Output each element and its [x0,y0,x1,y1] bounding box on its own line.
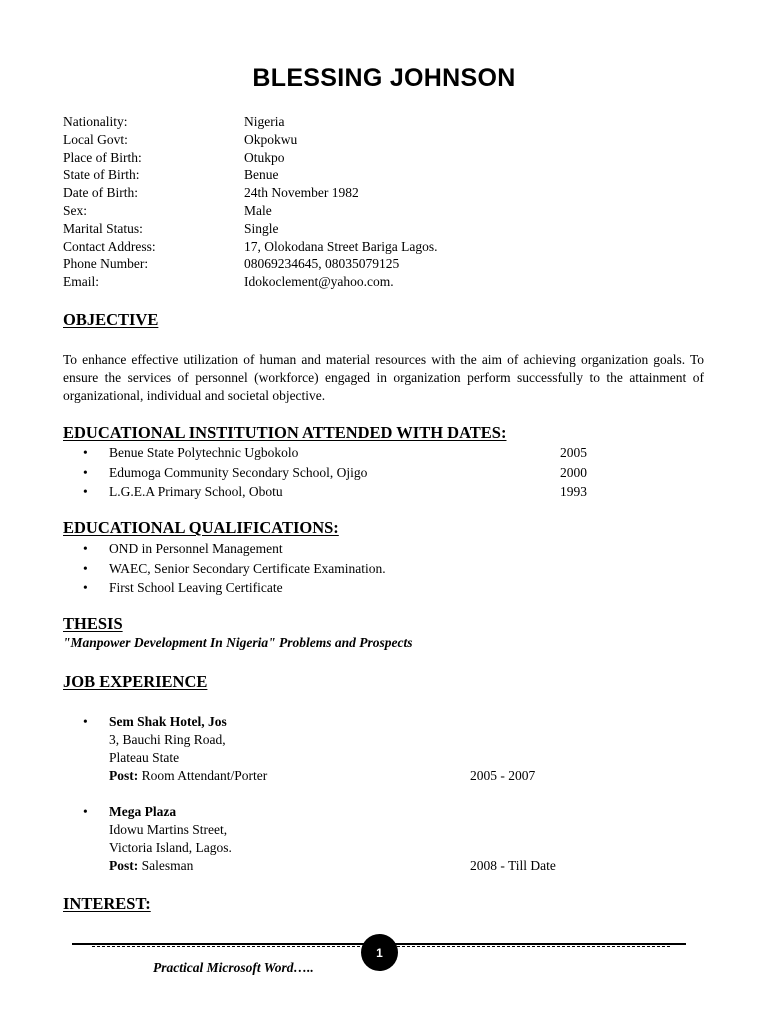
company-address: Victoria Island, Lagos. [109,839,232,855]
list-item [63,559,386,579]
education-list [63,443,587,502]
job-entry [63,713,709,785]
detail-row [63,166,437,184]
qualification: WAEC, Senior Secondary Certificate Examination. [109,560,386,576]
school-name: Edumoga Community Secondary School, Ojigo [109,464,368,480]
list-item [63,463,587,483]
bullet-icon: • [83,804,88,819]
thesis-heading: THESIS [63,614,123,633]
detail-value: Okpokwu [244,131,298,147]
detail-label: Marital Status: [63,220,143,236]
school-year: 2005 [560,445,587,460]
school-year: 1993 [560,484,587,499]
post-label: Post: [109,857,139,873]
detail-value: 17, Olokodana Street Bariga Lagos. [244,238,438,254]
post-line [109,857,709,875]
qualification: OND in Personnel Management [109,541,283,556]
post-line [109,767,709,785]
detail-row [63,273,437,291]
detail-label: Local Govt: [63,131,128,147]
company-name: Mega Plaza [109,804,177,819]
detail-label: Date of Birth: [63,185,138,201]
list-item [63,443,587,463]
interest-heading: INTEREST: [63,894,151,913]
candidate-name: BLESSING JOHNSON [252,64,516,92]
detail-row [63,113,437,131]
company-name: Sem Shak Hotel, Jos [109,714,227,729]
detail-value: Male [244,202,272,218]
footer-text: Practical Microsoft Word….. [153,960,314,975]
detail-label: Place of Birth: [63,149,142,165]
detail-value: Otukpo [244,149,285,165]
bullet-icon: • [83,484,88,499]
job-dates: 2008 - Till Date [470,857,556,873]
job-entry [63,803,709,875]
job-experience-heading: JOB EXPERIENCE [63,672,208,691]
detail-row [63,238,437,256]
list-item [63,482,587,502]
post-label: Post: [109,767,139,783]
page-number: 1 [376,945,383,960]
detail-label: State of Birth: [63,167,140,183]
school-name: Benue State Polytechnic Ugbokolo [109,445,299,460]
thesis-title: "Manpower Development In Nigeria" Problems and Prospects [63,635,413,650]
objective-heading: OBJECTIVE [63,310,159,329]
bullet-icon: • [83,560,88,576]
page-number-badge [361,934,398,971]
detail-label: Phone Number: [63,256,149,272]
detail-row [63,131,437,149]
company-address: 3, Bauchi Ring Road, [109,731,226,747]
detail-row [63,202,437,220]
personal-details [63,113,437,291]
list-item [63,578,386,598]
qualifications-heading: EDUCATIONAL QUALIFICATIONS: [63,518,339,537]
detail-row [63,220,437,238]
school-year: 2000 [560,464,587,480]
bullet-icon: • [83,541,88,556]
school-name: L.G.E.A Primary School, Obotu [109,484,283,499]
detail-value: 08069234645, 08035079125 [244,256,400,272]
company-address: Plateau State [109,749,180,765]
detail-label: Sex: [63,202,88,218]
objective-text: To enhance effective utilization of human and material resources with the aim of achieving organization goals. To ensure the services of personnel (workforce) engaged in organization perform successfully to the attainment of organizational, individual and societal objective. [63,352,704,403]
detail-row [63,149,437,167]
detail-row [63,255,437,273]
detail-row [63,184,437,202]
detail-value: 24th November 1982 [244,185,359,201]
email-value[interactable]: Idokoclement@yahoo.com. [244,274,394,290]
detail-label: Nationality: [63,114,128,129]
job-dates: 2005 - 2007 [470,767,536,783]
detail-value: Nigeria [244,114,285,129]
bullet-icon: • [83,580,88,595]
bullet-icon: • [83,714,88,729]
education-heading: EDUCATIONAL INSTITUTION ATTENDED WITH DATES: [63,423,507,442]
detail-value: Benue [244,167,279,183]
post-title: Salesman [141,857,194,873]
detail-label: Email: [63,274,99,290]
list-item [63,539,386,559]
detail-value: Single [244,220,279,236]
company-address: Idowu Martins Street, [109,821,228,837]
qualification: First School Leaving Certificate [109,580,283,595]
post-title: Room Attendant/Porter [141,767,268,783]
detail-label: Contact Address: [63,238,156,254]
qualifications-list [63,539,386,598]
bullet-icon: • [83,464,88,480]
bullet-icon: • [83,445,88,460]
